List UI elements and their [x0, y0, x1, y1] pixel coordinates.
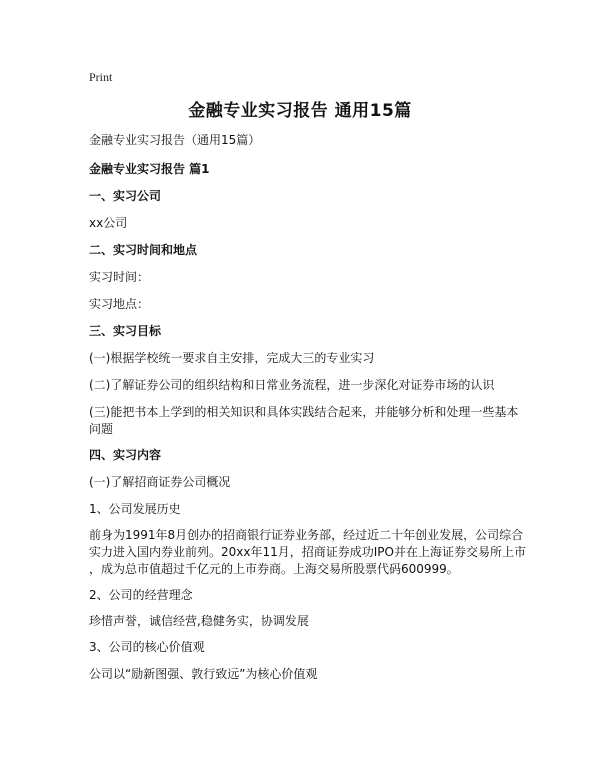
subheading-values: 3、公司的核心价值观	[89, 640, 205, 654]
print-link[interactable]: Print	[89, 70, 113, 84]
subtitle: 金融专业实习报告（通用15篇）	[89, 133, 261, 147]
time-label: 实习时间：	[89, 270, 150, 284]
subheading-philosophy: 2、公司的经营理念	[89, 588, 193, 602]
heading-content: 四、实习内容	[89, 448, 162, 462]
history-line-2: 实力进入国内券业前列。20xx年11月，招商证券成功IPO并在上海证券交易所上市	[89, 545, 526, 559]
goal-1: (一)根据学校统一要求自主安排，完成大三的专业实习	[89, 351, 375, 365]
heading-goals: 三、实习目标	[89, 324, 162, 338]
heading-time-place: 二、实习时间和地点	[89, 243, 198, 257]
place-label: 实习地点：	[89, 297, 150, 311]
philosophy-text: 珍惜声誉，诚信经营,稳健务实，协调发展	[89, 614, 309, 628]
page-title: 金融专业实习报告 通用15篇	[188, 101, 412, 121]
heading-company: 一、实习公司	[89, 189, 162, 203]
content-intro: (一)了解招商证券公司概况	[89, 475, 231, 489]
section-title: 金融专业实习报告 篇1	[89, 162, 210, 176]
company-name: xx公司	[89, 216, 128, 230]
goal-3-line-2: 问题	[89, 422, 114, 436]
values-text: 公司以“励新图强、敦行致远”为核心价值观	[89, 667, 318, 681]
history-line-3: ，成为总市值超过千亿元的上市券商。上海交易所股票代码600999。	[89, 562, 459, 576]
subheading-history: 1、公司发展历史	[89, 502, 181, 516]
goal-2: (二)了解证券公司的组织结构和日常业务流程，进一步深化对证券市场的认识	[89, 378, 495, 392]
goal-3-line-1: (三)能把书本上学到的相关知识和具体实践结合起来，并能够分析和处理一些基本	[89, 405, 519, 419]
history-line-1: 前身为1991年8月创办的招商银行证券业务部，经过近二十年创业发展，公司综合	[89, 528, 524, 542]
